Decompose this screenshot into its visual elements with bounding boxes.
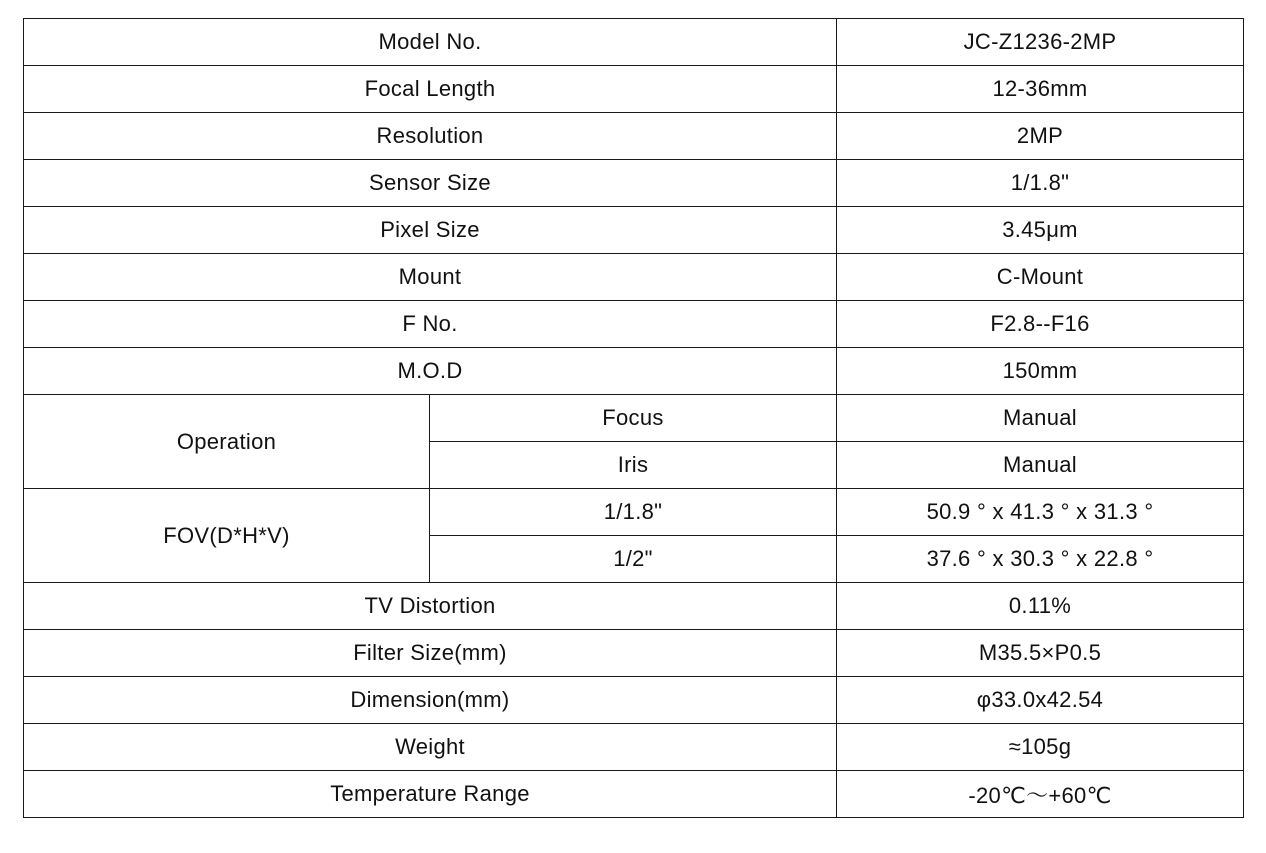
table-row xyxy=(24,724,1244,771)
iris-label: Iris xyxy=(430,442,837,489)
sensor-size-value: 1/1.8" xyxy=(837,160,1244,207)
fov-sensor-1-2-value: 37.6 ° x 30.3 ° x 22.8 ° xyxy=(837,536,1244,583)
focus-value: Manual xyxy=(837,395,1244,442)
table-row xyxy=(24,301,1244,348)
focus-label: Focus xyxy=(430,395,837,442)
table-row xyxy=(24,160,1244,207)
table-row xyxy=(24,19,1244,66)
table-row xyxy=(24,583,1244,630)
pixel-size-value: 3.45μm xyxy=(837,207,1244,254)
table-row xyxy=(24,489,1244,536)
model-label: Model No. xyxy=(24,19,837,66)
table-row xyxy=(24,395,1244,442)
table-row xyxy=(24,771,1244,818)
table-row xyxy=(24,348,1244,395)
table-row xyxy=(24,66,1244,113)
table-row xyxy=(24,254,1244,301)
sensor-size-label: Sensor Size xyxy=(24,160,837,207)
dimension-value: φ33.0x42.54 xyxy=(837,677,1244,724)
mod-label: M.O.D xyxy=(24,348,837,395)
mount-label: Mount xyxy=(24,254,837,301)
weight-label: Weight xyxy=(24,724,837,771)
pixel-size-label: Pixel Size xyxy=(24,207,837,254)
table-row xyxy=(24,630,1244,677)
focal-length-label: Focal Length xyxy=(24,66,837,113)
mount-value: C-Mount xyxy=(837,254,1244,301)
filter-size-label: Filter Size(mm) xyxy=(24,630,837,677)
f-number-label: F No. xyxy=(24,301,837,348)
temperature-range-value: -20℃～+60℃ xyxy=(837,771,1244,818)
f-number-value: F2.8--F16 xyxy=(837,301,1244,348)
table-row xyxy=(24,677,1244,724)
table-row xyxy=(24,113,1244,160)
fov-sensor-1-2-label: 1/2" xyxy=(430,536,837,583)
fov-sensor-1-1-8-label: 1/1.8" xyxy=(430,489,837,536)
fov-label: FOV(D*H*V) xyxy=(24,489,430,583)
tv-distortion-label: TV Distortion xyxy=(24,583,837,630)
dimension-label: Dimension(mm) xyxy=(24,677,837,724)
fov-sensor-1-1-8-value: 50.9 ° x 41.3 ° x 31.3 ° xyxy=(837,489,1244,536)
tv-distortion-value: 0.11% xyxy=(837,583,1244,630)
weight-value: ≈105g xyxy=(837,724,1244,771)
resolution-label: Resolution xyxy=(24,113,837,160)
temperature-range-label: Temperature Range xyxy=(24,771,837,818)
resolution-value: 2MP xyxy=(837,113,1244,160)
model-value: JC-Z1236-2MP xyxy=(837,19,1244,66)
spec-table xyxy=(23,18,1244,818)
mod-value: 150mm xyxy=(837,348,1244,395)
table-row xyxy=(24,207,1244,254)
focal-length-value: 12-36mm xyxy=(837,66,1244,113)
operation-label: Operation xyxy=(24,395,430,489)
filter-size-value: M35.5×P0.5 xyxy=(837,630,1244,677)
iris-value: Manual xyxy=(837,442,1244,489)
